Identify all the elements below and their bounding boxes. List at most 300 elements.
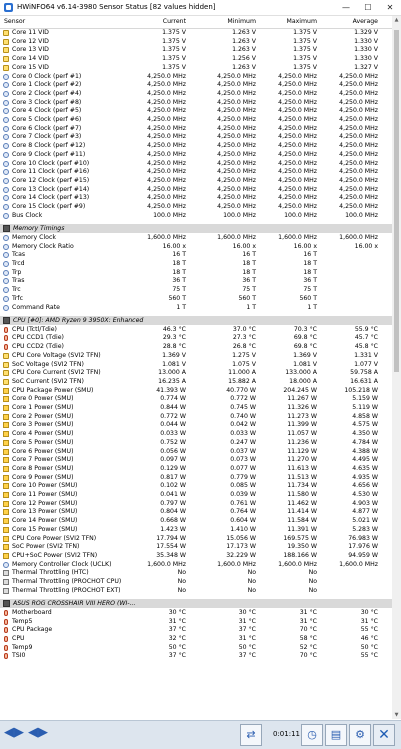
clock-icon [3, 287, 9, 293]
sensor-name: Thermal Throttling (PROCHOT EXT) [12, 586, 121, 594]
value-current: 32 °C [168, 635, 186, 642]
sensor-row[interactable] [0, 404, 392, 413]
value-average: 4,250.0 MHz [339, 150, 378, 158]
title-bar [0, 0, 401, 16]
value-maximum: 1.375 V [293, 63, 317, 71]
clock-icon [3, 108, 9, 114]
value-maximum: 69.8 °C [293, 334, 317, 342]
value-current: 0.772 W [160, 412, 186, 420]
column-minimum[interactable]: Minimum [227, 18, 256, 25]
value-average: 4,250.0 MHz [339, 116, 378, 123]
value-current: 1,600.0 MHz [147, 233, 186, 241]
value-minimum: 4,250.0 MHz [217, 185, 256, 193]
sensor-name: Core 5 Power (SMU) [12, 438, 74, 446]
value-current: 75 T [172, 286, 186, 294]
value-maximum: 16 T [303, 251, 317, 259]
group-label: CPU [#0]: AMD Ryzen 9 3950X: Enhanced [13, 317, 144, 325]
sensor-name: Core 4 Power (SMU) [12, 430, 74, 438]
value-maximum: 560 T [299, 294, 317, 302]
value-maximum: 204.245 W [283, 386, 317, 394]
sensor-name: Trp [12, 268, 22, 276]
sensor-row[interactable] [0, 448, 392, 457]
sensor-row[interactable] [0, 168, 392, 177]
sensor-row[interactable] [0, 55, 392, 64]
sensor-row[interactable] [0, 587, 392, 596]
value-minimum: 4,250.0 MHz [217, 142, 256, 150]
value-maximum: 11.584 W [287, 517, 317, 525]
value-minimum: 31 °C [238, 635, 256, 642]
value-minimum: 1.263 V [232, 37, 256, 45]
sensor-row[interactable] [0, 334, 392, 343]
value-maximum: 31 °C [299, 617, 317, 625]
sensor-row[interactable] [0, 387, 392, 396]
value-current: 4,250.0 MHz [147, 81, 186, 89]
sensor-row[interactable] [0, 609, 392, 618]
clock-icon [3, 235, 9, 241]
value-minimum: 16 T [242, 251, 256, 259]
sensor-name: CPU Package [12, 626, 53, 634]
value-maximum: 69.8 °C [293, 343, 317, 351]
value-minimum: 1.263 V [232, 63, 256, 71]
sensor-row[interactable] [0, 413, 392, 422]
value-minimum: 4,250.0 MHz [217, 107, 256, 115]
sensor-row[interactable] [0, 151, 392, 160]
sensor-row[interactable] [0, 304, 392, 313]
value-current: 4,250.0 MHz [147, 133, 186, 141]
value-maximum: 4,250.0 MHz [278, 194, 317, 202]
sensor-name: SoC Voltage (SVI2 TFN) [12, 360, 84, 368]
value-minimum: 1,600.0 MHz [217, 560, 256, 568]
value-current: 13.000 A [158, 369, 186, 377]
value-minimum: 32.229 W [226, 551, 256, 559]
sensor-name: Core 1 Clock (perf #2) [12, 81, 82, 89]
sensor-row[interactable] [0, 116, 392, 125]
clock-icon [3, 100, 9, 106]
value-average: 1.329 V [354, 29, 378, 36]
sensor-name: Core 2 Clock (perf #4) [12, 89, 82, 97]
scrollbar-thumb[interactable] [394, 30, 399, 372]
value-current: 16.00 x [162, 242, 186, 250]
value-maximum: 11.326 W [287, 404, 317, 411]
sensor-group-header[interactable] [0, 599, 392, 608]
sensor-name: Core 10 Power (SMU) [12, 482, 78, 490]
sensor-row[interactable] [0, 500, 392, 509]
group-label: ASUS ROG CROSSHAIR VIII HERO (WI-... [13, 600, 136, 608]
sensor-row[interactable] [0, 29, 392, 38]
value-minimum: 4,250.0 MHz [217, 124, 256, 132]
value-current: 35.348 W [156, 551, 186, 559]
column-sensor[interactable]: Sensor [4, 18, 26, 25]
value-minimum: 1.075 V [232, 360, 256, 368]
power-icon [3, 388, 9, 394]
value-average: 1.330 V [354, 37, 378, 45]
value-current: 0.056 W [160, 447, 186, 455]
value-maximum: 4,250.0 MHz [278, 72, 317, 80]
sensor-row[interactable] [0, 133, 392, 142]
sensor-name: Core 13 Power (SMU) [12, 508, 78, 516]
value-minimum: 4,250.0 MHz [217, 194, 256, 202]
sensor-group-header[interactable] [0, 224, 392, 233]
sensor-name: Bus Clock [12, 211, 43, 219]
value-minimum: 0.745 W [230, 404, 256, 411]
clock-icon [3, 562, 9, 568]
value-maximum: 169.575 W [283, 534, 317, 542]
sensor-row[interactable] [0, 395, 392, 404]
value-average: 4.495 W [352, 456, 378, 464]
value-minimum: 4,250.0 MHz [217, 168, 256, 176]
navigate-right-arrows-icon[interactable]: ◀▶ [28, 725, 48, 740]
sensor-row[interactable] [0, 194, 392, 203]
value-minimum: 1.275 V [232, 351, 256, 359]
value-minimum: 4,250.0 MHz [217, 72, 256, 80]
sensor-row[interactable] [0, 578, 392, 587]
sensor-row[interactable] [0, 482, 392, 491]
sensor-row[interactable] [0, 491, 392, 500]
sensor-name: Core 12 Clock (perf #15) [12, 176, 90, 184]
value-minimum: 18 T [242, 268, 256, 276]
value-minimum: 560 T [238, 294, 256, 302]
clock-icon [3, 270, 9, 276]
clock-icon [3, 134, 9, 140]
sensor-row[interactable] [0, 456, 392, 465]
clock-icon [3, 296, 9, 302]
sensor-row[interactable] [0, 535, 392, 544]
sensor-name: Tras [12, 277, 25, 285]
sensor-name: CPU [12, 635, 25, 642]
value-minimum: 0.039 W [230, 491, 256, 498]
value-average: 4.388 W [352, 447, 378, 455]
maximize-button[interactable]: ☐ [364, 3, 372, 12]
sensor-name: Core 7 Power (SMU) [12, 456, 74, 464]
value-average: 4,250.0 MHz [339, 124, 378, 132]
value-maximum: 52 °C [299, 643, 317, 651]
value-current: 0.774 W [160, 395, 186, 403]
sensor-name: Core 7 Clock (perf #3) [12, 133, 82, 141]
value-average: 4,250.0 MHz [339, 81, 378, 89]
sensor-row[interactable] [0, 517, 392, 526]
sensor-row[interactable] [0, 186, 392, 195]
close-sensors-button[interactable]: ✕ [373, 724, 395, 746]
value-maximum: 133.000 A [285, 369, 317, 377]
scroll-up-icon[interactable]: ▲ [394, 17, 399, 23]
sensor-row[interactable] [0, 343, 392, 352]
value-maximum: 11.273 W [287, 412, 317, 420]
value-minimum: 1.263 V [232, 46, 256, 54]
voltage-icon [3, 379, 9, 385]
value-maximum: 75 T [303, 286, 317, 294]
column-current[interactable]: Current [162, 18, 186, 25]
value-current: 18 T [172, 268, 186, 276]
sensor-row[interactable] [0, 38, 392, 47]
sensor-row[interactable] [0, 543, 392, 552]
sensor-name: Core 0 Power (SMU) [12, 395, 74, 403]
value-maximum: 58 °C [299, 635, 317, 642]
thermometer-icon [4, 636, 8, 642]
value-maximum: 18.000 A [289, 377, 317, 385]
value-minimum: 0.073 W [230, 456, 256, 464]
value-current: 1.375 V [162, 46, 186, 54]
sensor-row[interactable] [0, 569, 392, 578]
value-minimum: 0.740 W [230, 412, 256, 420]
value-maximum: 11.236 W [287, 438, 317, 446]
value-average: 5.159 W [352, 395, 378, 403]
sensor-name: Core 2 Power (SMU) [12, 412, 74, 420]
value-current: 46.3 °C [162, 325, 186, 333]
sensor-name: Core 13 Clock (perf #14) [12, 185, 90, 193]
value-minimum: 4,250.0 MHz [217, 203, 256, 210]
value-average: 4.903 W [352, 499, 378, 507]
value-maximum: 11.580 W [287, 491, 317, 498]
value-current: No [177, 569, 186, 577]
sensor-name: Core 3 Clock (perf #8) [12, 98, 82, 106]
sensor-row[interactable] [0, 64, 392, 73]
vertical-scrollbar[interactable] [392, 16, 401, 719]
value-minimum: 27.3 °C [232, 334, 256, 342]
sensor-row[interactable] [0, 177, 392, 186]
power-icon [3, 405, 9, 411]
value-current: 41.393 W [156, 386, 186, 394]
value-maximum: 11.414 W [287, 508, 317, 516]
value-maximum: 36 T [303, 277, 317, 285]
value-minimum: 4,250.0 MHz [217, 133, 256, 141]
value-current: 4,250.0 MHz [147, 107, 186, 115]
sensor-row[interactable] [0, 618, 392, 627]
value-minimum: 4,250.0 MHz [217, 150, 256, 158]
value-minimum: 1,600.0 MHz [217, 233, 256, 241]
sensor-name: CPU Core Power (SVI2 TFN) [12, 534, 97, 542]
sensor-row[interactable] [0, 99, 392, 108]
sensor-name: CPU CCD1 (Tdie) [12, 334, 64, 342]
group-label: Memory Timings [13, 225, 65, 233]
sensor-row[interactable] [0, 243, 392, 252]
minimize-button[interactable]: — [342, 3, 350, 12]
voltage-icon [3, 370, 9, 376]
value-minimum: 4,250.0 MHz [217, 89, 256, 97]
value-average: 5.021 W [352, 517, 378, 525]
sensor-name: Memory Clock [12, 233, 56, 241]
value-minimum: 0.247 W [230, 438, 256, 446]
value-minimum: 0.764 W [230, 508, 256, 516]
sensor-row[interactable] [0, 46, 392, 55]
column-header [0, 16, 392, 29]
value-maximum: 16.00 x [293, 242, 317, 250]
value-current: 0.797 W [160, 499, 186, 507]
value-maximum: 4,250.0 MHz [278, 185, 317, 193]
value-average: 31 °C [360, 617, 378, 625]
value-average: 4.350 W [352, 430, 378, 438]
sensor-row[interactable] [0, 90, 392, 99]
power-icon [3, 449, 9, 455]
sensor-row[interactable] [0, 286, 392, 295]
sensor-row[interactable] [0, 160, 392, 169]
network-icon[interactable]: ⇄ [240, 724, 262, 746]
sensor-row[interactable] [0, 552, 392, 561]
value-average: 50 °C [360, 643, 378, 651]
value-average: 4,250.0 MHz [339, 168, 378, 176]
clock-icon [3, 126, 9, 132]
value-minimum: 11.000 A [228, 369, 256, 377]
value-average: 100.0 MHz [345, 211, 378, 219]
sensor-row[interactable] [0, 421, 392, 430]
sensor-row[interactable] [0, 295, 392, 304]
clock-icon[interactable]: ◷ [301, 724, 323, 746]
value-average: 4,250.0 MHz [339, 185, 378, 193]
sensor-name: CPU Core Voltage (SVI2 TFN) [12, 351, 101, 359]
sensor-row[interactable] [0, 203, 392, 212]
value-minimum: 0.077 W [230, 464, 256, 472]
value-minimum: No [247, 569, 256, 577]
sensor-row[interactable] [0, 361, 392, 370]
clock-icon [3, 143, 9, 149]
value-maximum: 4,250.0 MHz [278, 168, 317, 176]
value-average: 4,250.0 MHz [339, 142, 378, 150]
sensor-row[interactable] [0, 142, 392, 151]
sensor-name: Core 11 VID [12, 29, 49, 36]
value-maximum: 100.0 MHz [284, 211, 317, 219]
sensor-row[interactable] [0, 277, 392, 286]
sensor-row[interactable] [0, 526, 392, 535]
column-maximum[interactable]: Maximum [286, 18, 317, 25]
clock-icon [3, 117, 9, 123]
sensor-row[interactable] [0, 81, 392, 90]
sensor-name: CPU Package Power (SMU) [12, 386, 94, 394]
sensor-row[interactable] [0, 269, 392, 278]
sensor-name: Core 12 Power (SMU) [12, 499, 78, 507]
value-average: 4,250.0 MHz [339, 194, 378, 202]
value-average: 4,250.0 MHz [339, 72, 378, 80]
sensor-name: Thermal Throttling (HTC) [12, 569, 89, 577]
sensor-row[interactable] [0, 652, 392, 661]
value-minimum: 4,250.0 MHz [217, 176, 256, 184]
sensor-row[interactable] [0, 465, 392, 474]
power-icon [3, 544, 9, 550]
value-maximum: 1,600.0 MHz [278, 233, 317, 241]
value-minimum: 30 °C [238, 608, 256, 616]
sensor-row[interactable] [0, 644, 392, 653]
sensor-row[interactable] [0, 107, 392, 116]
value-maximum: 4,250.0 MHz [278, 150, 317, 158]
value-current: 1.375 V [162, 55, 186, 63]
settings-icon[interactable]: ⚙ [349, 724, 371, 746]
value-current: 560 T [168, 294, 186, 302]
sensor-row[interactable] [0, 212, 392, 221]
value-minimum: 16.00 x [232, 242, 256, 250]
value-current: 1.423 W [160, 525, 186, 533]
value-average: 4,250.0 MHz [339, 176, 378, 184]
sensor-row[interactable] [0, 635, 392, 644]
value-average: 4,250.0 MHz [339, 133, 378, 141]
sensor-row[interactable] [0, 474, 392, 483]
report-icon[interactable]: ▤ [325, 724, 347, 746]
value-current: 0.044 W [160, 421, 186, 429]
close-window-button[interactable]: ✕ [386, 3, 394, 12]
column-average[interactable]: Average [352, 18, 378, 25]
sensor-name: Core 4 Clock (perf #5) [12, 107, 82, 115]
sensor-row[interactable] [0, 626, 392, 635]
power-icon [3, 475, 9, 481]
voltage-icon [3, 65, 9, 71]
sensor-row[interactable] [0, 378, 392, 387]
sensor-name: Core 11 Power (SMU) [12, 491, 78, 498]
value-average: 4.656 W [352, 482, 378, 490]
value-current: 0.668 W [160, 517, 186, 525]
value-minimum: 31 °C [238, 617, 256, 625]
sensor-row[interactable] [0, 369, 392, 378]
sensor-name: Temp9 [12, 643, 33, 651]
value-average: 1.330 V [354, 55, 378, 63]
sensor-list[interactable] [0, 29, 392, 719]
value-maximum: 1.375 V [293, 46, 317, 54]
sensor-row[interactable] [0, 251, 392, 260]
value-current: 1.081 V [162, 360, 186, 368]
sensor-row[interactable] [0, 125, 392, 134]
value-current: 0.129 W [160, 464, 186, 472]
value-average: 45.7 °C [354, 334, 378, 342]
value-current: 1,600.0 MHz [147, 560, 186, 568]
value-maximum: 1.369 V [293, 351, 317, 359]
power-icon [3, 492, 9, 498]
value-current: 4,250.0 MHz [147, 194, 186, 202]
sensor-row[interactable] [0, 73, 392, 82]
thermometer-icon [4, 645, 8, 651]
value-minimum: 100.0 MHz [223, 211, 256, 219]
sensor-row[interactable] [0, 234, 392, 243]
value-current: 4,250.0 MHz [147, 142, 186, 150]
value-minimum: 37.0 °C [232, 325, 256, 333]
value-average: 30 °C [360, 608, 378, 616]
clock-icon [3, 305, 9, 311]
value-average: 4,250.0 MHz [339, 89, 378, 97]
value-minimum: 1.410 W [230, 525, 256, 533]
sensor-row[interactable] [0, 260, 392, 269]
clock-icon [3, 195, 9, 201]
sensor-row[interactable] [0, 561, 392, 570]
clock-icon [3, 74, 9, 80]
value-current: 1.375 V [162, 29, 186, 36]
sensor-name: CPU Core Current (SVI2 TFN) [12, 369, 101, 377]
value-average: 4,250.0 MHz [339, 159, 378, 167]
scroll-down-icon[interactable]: ▼ [394, 712, 399, 718]
sensor-row[interactable] [0, 508, 392, 517]
navigate-left-arrows-icon[interactable]: ◀▶ [4, 725, 24, 740]
sensor-row[interactable] [0, 352, 392, 361]
status-icon [3, 570, 9, 576]
elapsed-timer: 0:01:11 [273, 730, 300, 738]
sensor-name: SoC Power (SVI2 TFN) [12, 543, 80, 551]
sensor-name: TSI0 [12, 652, 26, 660]
sensor-name: Memory Controller Clock (UCLK) [12, 560, 112, 568]
value-current: 4,250.0 MHz [147, 203, 186, 210]
value-minimum: 0.779 W [230, 473, 256, 481]
value-average: 45.8 °C [354, 343, 378, 351]
value-average: 1.330 V [354, 46, 378, 54]
sensor-row[interactable] [0, 439, 392, 448]
sensor-group-header[interactable] [0, 316, 392, 325]
value-minimum: 26.8 °C [232, 343, 256, 351]
value-maximum: 11.734 W [287, 482, 317, 490]
value-maximum: 4,250.0 MHz [278, 142, 317, 150]
value-minimum: No [247, 586, 256, 594]
value-average: 16.631 A [350, 377, 378, 385]
power-icon [3, 457, 9, 463]
sensor-row[interactable] [0, 430, 392, 439]
value-minimum: 15.882 A [228, 377, 256, 385]
sensor-row[interactable] [0, 326, 392, 335]
value-minimum: 15.056 W [226, 534, 256, 542]
value-average: 4.935 W [352, 473, 378, 481]
sensor-name: SoC Current (SVI2 TFN) [12, 377, 84, 385]
value-current: 4,250.0 MHz [147, 185, 186, 193]
